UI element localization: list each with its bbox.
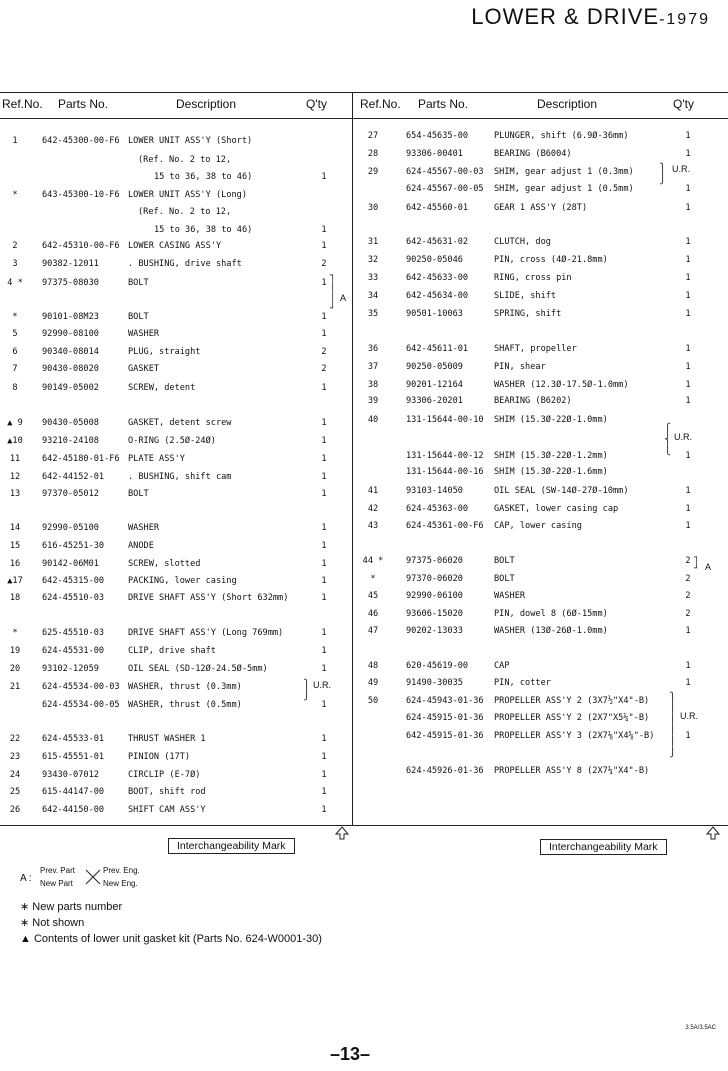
- interchange-box-right: Interchangeability Mark: [540, 839, 667, 855]
- cell-ref: 4 *: [7, 278, 23, 288]
- cell-part: 624-45567-00-03: [406, 167, 484, 177]
- cell-part: 654-45635-00: [406, 131, 469, 141]
- new-part: New Part: [40, 879, 73, 888]
- cell-ref: 35: [367, 309, 379, 319]
- cell-qty: 1: [685, 131, 691, 141]
- cell-part: 92990-05100: [42, 523, 99, 533]
- cell-ref: 30: [367, 203, 379, 213]
- cell-qty: 1: [321, 523, 327, 533]
- cell-qty: 1: [321, 700, 327, 710]
- cell-desc: PROPELLER ASS'Y 2 (2X7"X5¼"-B): [494, 713, 650, 723]
- cell-qty: 1: [685, 344, 691, 354]
- cell-qty: 1: [685, 731, 691, 741]
- cell-ref: 39: [367, 396, 379, 406]
- legend-gasket-kit: ▲ Contents of lower unit gasket kit (Parts No. 624-W0001-30): [20, 933, 322, 945]
- cell-desc: SPRING, shift: [494, 309, 562, 319]
- cell-desc: OIL SEAL (SW-14Ø-27Ø-10mm): [494, 486, 629, 496]
- page-number: –13–: [330, 1044, 371, 1064]
- cell-qty: 2: [685, 609, 691, 619]
- cell-ref: 1: [12, 136, 18, 146]
- cell-ref: 11: [9, 454, 21, 464]
- cell-part: 131-15644-00-16: [406, 467, 484, 477]
- cell-qty: 1: [685, 451, 691, 461]
- cell-part: 97375-06020: [406, 556, 463, 566]
- cell-desc: SHIM (15.3Ø-22Ø-1.0mm): [494, 415, 608, 425]
- cell-part: 90201-12164: [406, 380, 463, 390]
- cell-qty: 1: [321, 752, 327, 762]
- cell-ref: ▲ 9: [7, 418, 23, 428]
- cell-part: 642-44152-01: [42, 472, 105, 482]
- cell-ref: 50: [367, 696, 379, 706]
- cell-part: 90149-05002: [42, 383, 99, 393]
- new-eng: New Eng.: [103, 879, 138, 888]
- cell-qty: 2: [321, 259, 327, 269]
- cell-qty: 1: [685, 203, 691, 213]
- cell-part: 620-45619-00: [406, 661, 469, 671]
- cell-desc: DRIVE SHAFT ASS'Y (Short 632mm): [128, 593, 289, 603]
- cell-qty: 1: [321, 805, 327, 815]
- cell-qty: 1: [321, 329, 327, 339]
- cell-qty: 2: [685, 574, 691, 584]
- cell-part: 624-45567-00-05: [406, 184, 484, 194]
- interchange-box-left: Interchangeability Mark: [168, 838, 295, 854]
- bracket-a-label-right: A: [705, 562, 712, 572]
- cell-ref: ▲17: [7, 576, 23, 586]
- cell-desc: DRIVE SHAFT ASS'Y (Long 769mm): [128, 628, 284, 638]
- cell-part: 93306-20201: [406, 396, 463, 406]
- cell-desc: WASHER, thrust (0.5mm): [128, 700, 242, 710]
- cell-part: 91490-30035: [406, 678, 463, 688]
- cell-desc: ANODE: [128, 541, 154, 551]
- cell-desc: GEAR 1 ASS'Y (28T): [494, 203, 588, 213]
- cell-qty: 1: [321, 770, 327, 780]
- cell-desc: BOLT: [128, 312, 149, 322]
- cell-ref: 32: [367, 255, 379, 265]
- cell-ref: *: [12, 190, 18, 200]
- header-qty: Q'ty: [306, 97, 327, 111]
- cell-qty: 1: [321, 312, 327, 322]
- cell-ref: 16: [9, 559, 21, 569]
- cell-qty: 1: [321, 628, 327, 638]
- ur-label-50: U.R.: [680, 711, 698, 721]
- prev-part: Prev. Part: [40, 866, 75, 875]
- cell-part: 642-45315-00: [42, 576, 105, 586]
- column-divider: [352, 92, 353, 826]
- cell-qty: 1: [321, 734, 327, 744]
- cell-part: 615-44147-00: [42, 787, 105, 797]
- cell-desc: O-RING (2.5Ø-24Ø): [128, 436, 216, 446]
- cell-part: 90430-05008: [42, 418, 99, 428]
- cell-desc: WASHER (13Ø-26Ø-1.0mm): [494, 626, 608, 636]
- cell-part: 624-45531-00: [42, 646, 105, 656]
- cell-part: 90340-08014: [42, 347, 99, 357]
- brace-ur-29: ⎫ ⎭: [660, 164, 666, 185]
- cell-qty: 1: [685, 273, 691, 283]
- cell-part: 642-45310-00-F6: [42, 241, 120, 251]
- cell-ref: *: [370, 574, 376, 584]
- cell-part: 92990-08100: [42, 329, 99, 339]
- up-arrow-icon: [335, 826, 349, 840]
- cell-desc: CIRCLIP (E-7Ø): [128, 770, 201, 780]
- cell-ref: *: [12, 628, 18, 638]
- bracket-a-label-left: A: [340, 293, 347, 303]
- cell-part: 624-45943-01-36: [406, 696, 484, 706]
- cell-qty: 1: [685, 362, 691, 372]
- cell-part: 93306-00401: [406, 149, 463, 159]
- cell-part: 642-45915-01-36: [406, 731, 484, 741]
- cell-desc: BOLT: [494, 556, 515, 566]
- ur-label-29: U.R.: [672, 164, 690, 174]
- cell-qty: 2: [321, 364, 327, 374]
- cell-desc: GASKET, detent screw: [128, 418, 232, 428]
- cell-ref: 13: [9, 489, 21, 499]
- cell-desc: PROPELLER ASS'Y 8 (2X7¼"X4"-B): [494, 766, 650, 776]
- cell-qty: 1: [685, 504, 691, 514]
- cell-part: 642-45611-01: [406, 344, 469, 354]
- cell-part: 90501-10063: [406, 309, 463, 319]
- cell-part: 93103-14050: [406, 486, 463, 496]
- cell-qty: 1: [685, 661, 691, 671]
- cell-desc: CAP: [494, 661, 510, 671]
- cell-part: 642-45300-00-F6: [42, 136, 120, 146]
- cell-desc: LOWER UNIT ASS'Y (Long): [128, 190, 247, 200]
- cell-desc: 15 to 36, 38 to 46): [154, 225, 253, 235]
- cell-part: 624-45533-01: [42, 734, 105, 744]
- cell-part: 93102-12059: [42, 664, 99, 674]
- cell-part: 642-45180-01-F6: [42, 454, 120, 464]
- cell-qty: 1: [321, 593, 327, 603]
- cell-desc: SHIM, gear adjust 1 (0.3mm): [494, 167, 634, 177]
- cell-desc: . BUSHING, drive shaft: [128, 259, 242, 269]
- cell-part: 642-45560-01: [406, 203, 469, 213]
- cell-ref: 24: [9, 770, 21, 780]
- cell-desc: PACKING, lower casing: [128, 576, 237, 586]
- cell-ref: 27: [367, 131, 379, 141]
- cell-desc: PIN, dowel 8 (6Ø-15mm): [494, 609, 608, 619]
- cell-desc: SHAFT, propeller: [494, 344, 577, 354]
- cell-desc: PROPELLER ASS'Y 3 (2X7⅛"X4⅝"-B): [494, 731, 655, 741]
- cell-ref: 22: [9, 734, 21, 744]
- cell-part: 642-44150-00: [42, 805, 105, 815]
- legend-new-parts: ∗ New parts number: [20, 901, 123, 913]
- cell-qty: 1: [321, 576, 327, 586]
- title-text: LOWER & DRIVE: [471, 4, 660, 29]
- cell-qty: 1: [685, 184, 691, 194]
- cell-desc: . BUSHING, shift cam: [128, 472, 232, 482]
- header-qty-right: Q'ty: [673, 97, 694, 111]
- cell-desc: PIN, shear: [494, 362, 546, 372]
- cell-desc: PLUNGER, shift (6.9Ø-36mm): [494, 131, 629, 141]
- cell-desc: THRUST WASHER 1: [128, 734, 206, 744]
- cell-qty: 1: [685, 678, 691, 688]
- cell-ref: 41: [367, 486, 379, 496]
- cell-part: 624-45534-00-03: [42, 682, 120, 692]
- cell-ref: 6: [12, 347, 18, 357]
- model-code: 3.5A/3.5AC: [685, 1025, 716, 1031]
- cell-part: 93606-15020: [406, 609, 463, 619]
- cell-ref: 15: [9, 541, 21, 551]
- table-bottom-rule: [0, 825, 728, 826]
- cell-desc: PIN, cross (4Ø-21.8mm): [494, 255, 608, 265]
- cell-ref: *: [12, 312, 18, 322]
- cell-desc: BEARING (B6004): [494, 149, 572, 159]
- cell-qty: 1: [685, 486, 691, 496]
- cell-desc: 15 to 36, 38 to 46): [154, 172, 253, 182]
- cell-part: 93430-07012: [42, 770, 99, 780]
- up-arrow-icon: [706, 826, 720, 840]
- cell-ref: 40: [367, 415, 379, 425]
- cell-qty: 1: [685, 309, 691, 319]
- cell-qty: 1: [321, 241, 327, 251]
- cell-part: 90250-05046: [406, 255, 463, 265]
- page-title: [471, 4, 710, 30]
- cell-part: 642-45633-00: [406, 273, 469, 283]
- cell-part: 642-45631-02: [406, 237, 469, 247]
- legend-a: A :: [20, 873, 32, 884]
- cell-part: 90430-08020: [42, 364, 99, 374]
- cell-part: 131-15644-00-10: [406, 415, 484, 425]
- cell-desc: SLIDE, shift: [494, 291, 557, 301]
- ur-label-40: U.R.: [674, 432, 692, 442]
- cell-ref: 43: [367, 521, 379, 531]
- cell-ref: 34: [367, 291, 379, 301]
- cell-qty: 1: [685, 521, 691, 531]
- cell-desc: OIL SEAL (SD-12Ø-24.5Ø-5mm): [128, 664, 268, 674]
- cell-ref: 29: [367, 167, 379, 177]
- cell-desc: PIN, cotter: [494, 678, 551, 688]
- cell-desc: LOWER UNIT ASS'Y (Short): [128, 136, 253, 146]
- bracket-a-right: ┐ ┘: [694, 553, 700, 574]
- cell-qty: 1: [685, 237, 691, 247]
- cell-ref: 45: [367, 591, 379, 601]
- header-ref: Ref.No.: [2, 97, 43, 111]
- cell-qty: 1: [321, 541, 327, 551]
- cell-qty: 1: [321, 418, 327, 428]
- cell-desc: SHIM, gear adjust 1 (0.5mm): [494, 184, 634, 194]
- cell-desc: (Ref. No. 2 to 12,: [138, 207, 232, 217]
- cell-part: 97370-05012: [42, 489, 99, 499]
- cell-desc: SCREW, detent: [128, 383, 196, 393]
- cell-desc: WASHER: [128, 523, 160, 533]
- cell-qty: 1: [685, 380, 691, 390]
- cell-qty: 1: [321, 646, 327, 656]
- cell-desc: CLIP, drive shaft: [128, 646, 216, 656]
- cell-ref: ▲10: [7, 436, 23, 446]
- cell-part: 624-45915-01-36: [406, 713, 484, 723]
- cell-ref: 48: [367, 661, 379, 671]
- cell-part: 90101-08M23: [42, 312, 99, 322]
- cell-desc: GASKET: [128, 364, 160, 374]
- cell-part: 616-45251-30: [42, 541, 105, 551]
- header-parts: Parts No.: [58, 97, 109, 111]
- cell-part: 624-45361-00-F6: [406, 521, 484, 531]
- cell-desc: SHIM (15.3Ø-22Ø-1.2mm): [494, 451, 608, 461]
- cross-arrow-icon: [84, 867, 102, 887]
- cell-desc: PINION (17T): [128, 752, 191, 762]
- cell-ref: 37: [367, 362, 379, 372]
- cell-desc: PROPELLER ASS'Y 2 (3X7½"X4"-B): [494, 696, 650, 706]
- cell-desc: WASHER (12.3Ø-17.5Ø-1.0mm): [494, 380, 629, 390]
- cell-part: 615-45551-01: [42, 752, 105, 762]
- cell-part: 131-15644-00-12: [406, 451, 484, 461]
- cell-ref: 46: [367, 609, 379, 619]
- cell-ref: 49: [367, 678, 379, 688]
- cell-ref: 7: [12, 364, 18, 374]
- cell-qty: 1: [321, 278, 327, 288]
- cell-qty: 1: [321, 436, 327, 446]
- cell-part: 90250-05009: [406, 362, 463, 372]
- brace-ur-40: ⎧ ⎨ ⎩: [665, 424, 671, 456]
- cell-ref: 28: [367, 149, 379, 159]
- legend-not-shown: ∗ Not shown: [20, 917, 85, 929]
- cell-ref: 3: [12, 259, 18, 269]
- cell-qty: 2: [685, 591, 691, 601]
- cell-part: 625-45510-03: [42, 628, 105, 638]
- cell-desc: CLUTCH, dog: [494, 237, 551, 247]
- cell-ref: 21: [9, 682, 21, 692]
- cell-qty: 1: [685, 149, 691, 159]
- cell-desc: BEARING (B6202): [494, 396, 572, 406]
- brace-ur-50: ⎫ ⎪ ⎪ ⎪ ⎪ ⎭: [670, 693, 676, 758]
- cell-ref: 12: [9, 472, 21, 482]
- cell-ref: 36: [367, 344, 379, 354]
- cell-ref: 25: [9, 787, 21, 797]
- header-rule: [0, 118, 728, 119]
- cell-ref: 42: [367, 504, 379, 514]
- ur-label-left: U.R.: [313, 680, 331, 690]
- cell-part: 624-45510-03: [42, 593, 105, 603]
- cell-qty: 1: [685, 396, 691, 406]
- cell-part: 643-45300-10-F6: [42, 190, 120, 200]
- cell-ref: 8: [12, 383, 18, 393]
- cell-qty: 1: [321, 664, 327, 674]
- cell-qty: 1: [685, 291, 691, 301]
- cell-desc: RING, cross pin: [494, 273, 572, 283]
- cell-desc: WASHER: [494, 591, 526, 601]
- cell-desc: PLATE ASS'Y: [128, 454, 185, 464]
- cell-part: 90202-13033: [406, 626, 463, 636]
- header-ref-right: Ref.No.: [360, 97, 401, 111]
- title-year: -1979: [659, 11, 710, 28]
- cell-part: 624-45363-00: [406, 504, 469, 514]
- cell-ref: 26: [9, 805, 21, 815]
- prev-eng: Prev. Eng.: [103, 866, 140, 875]
- cell-desc: BOLT: [128, 489, 149, 499]
- cell-qty: 1: [321, 383, 327, 393]
- cell-desc: BOOT, shift rod: [128, 787, 206, 797]
- cell-ref: 2: [12, 241, 18, 251]
- cell-desc: BOLT: [128, 278, 149, 288]
- cell-ref: 20: [9, 664, 21, 674]
- cell-part: 624-45926-01-36: [406, 766, 484, 776]
- cell-desc: WASHER: [128, 329, 160, 339]
- cell-qty: 1: [321, 559, 327, 569]
- cell-desc: CAP, lower casing: [494, 521, 582, 531]
- cell-part: 624-45534-00-05: [42, 700, 120, 710]
- bracket-a-left: ┐ │ │ ┘: [330, 271, 336, 314]
- cell-part: 642-45634-00: [406, 291, 469, 301]
- cell-ref: 14: [9, 523, 21, 533]
- cell-ref: 19: [9, 646, 21, 656]
- cell-part: 93210-24108: [42, 436, 99, 446]
- cell-part: 90142-06M01: [42, 559, 99, 569]
- cell-desc: SHIFT CAM ASS'Y: [128, 805, 206, 815]
- cell-qty: 1: [321, 454, 327, 464]
- cell-ref: 44 *: [362, 556, 384, 566]
- cell-qty: 1: [321, 472, 327, 482]
- cell-ref: 5: [12, 329, 18, 339]
- cell-desc: PLUG, straight: [128, 347, 201, 357]
- cell-ref: 33: [367, 273, 379, 283]
- cell-qty: 1: [321, 787, 327, 797]
- cell-qty: 2: [321, 347, 327, 357]
- cell-desc: BOLT: [494, 574, 515, 584]
- cell-qty: 1: [321, 172, 327, 182]
- cell-part: 97375-08030: [42, 278, 99, 288]
- header-desc: Description: [176, 97, 237, 111]
- cell-desc: WASHER, thrust (0.3mm): [128, 682, 242, 692]
- cell-part: 97370-06020: [406, 574, 463, 584]
- brace-ur-left: ⎫ ⎭: [304, 680, 310, 701]
- cell-qty: 1: [321, 489, 327, 499]
- cell-ref: 31: [367, 237, 379, 247]
- cell-desc: LOWER CASING ASS'Y: [128, 241, 222, 251]
- cell-part: 92990-06100: [406, 591, 463, 601]
- cell-desc: SCREW, slotted: [128, 559, 201, 569]
- cell-qty: 1: [685, 626, 691, 636]
- cell-desc: SHIM (15.3Ø-22Ø-1.6mm): [494, 467, 608, 477]
- header-desc-right: Description: [537, 97, 598, 111]
- cell-ref: 38: [367, 380, 379, 390]
- header-parts-right: Parts No.: [418, 97, 469, 111]
- cell-ref: 23: [9, 752, 21, 762]
- cell-part: 90382-12011: [42, 259, 99, 269]
- table-top-rule: [0, 92, 728, 93]
- cell-qty: 1: [321, 225, 327, 235]
- cell-desc: GASKET, lower casing cap: [494, 504, 619, 514]
- cell-qty: 2: [685, 556, 691, 566]
- cell-ref: 47: [367, 626, 379, 636]
- cell-qty: 1: [685, 255, 691, 265]
- cell-desc: (Ref. No. 2 to 12,: [138, 155, 232, 165]
- cell-ref: 18: [9, 593, 21, 603]
